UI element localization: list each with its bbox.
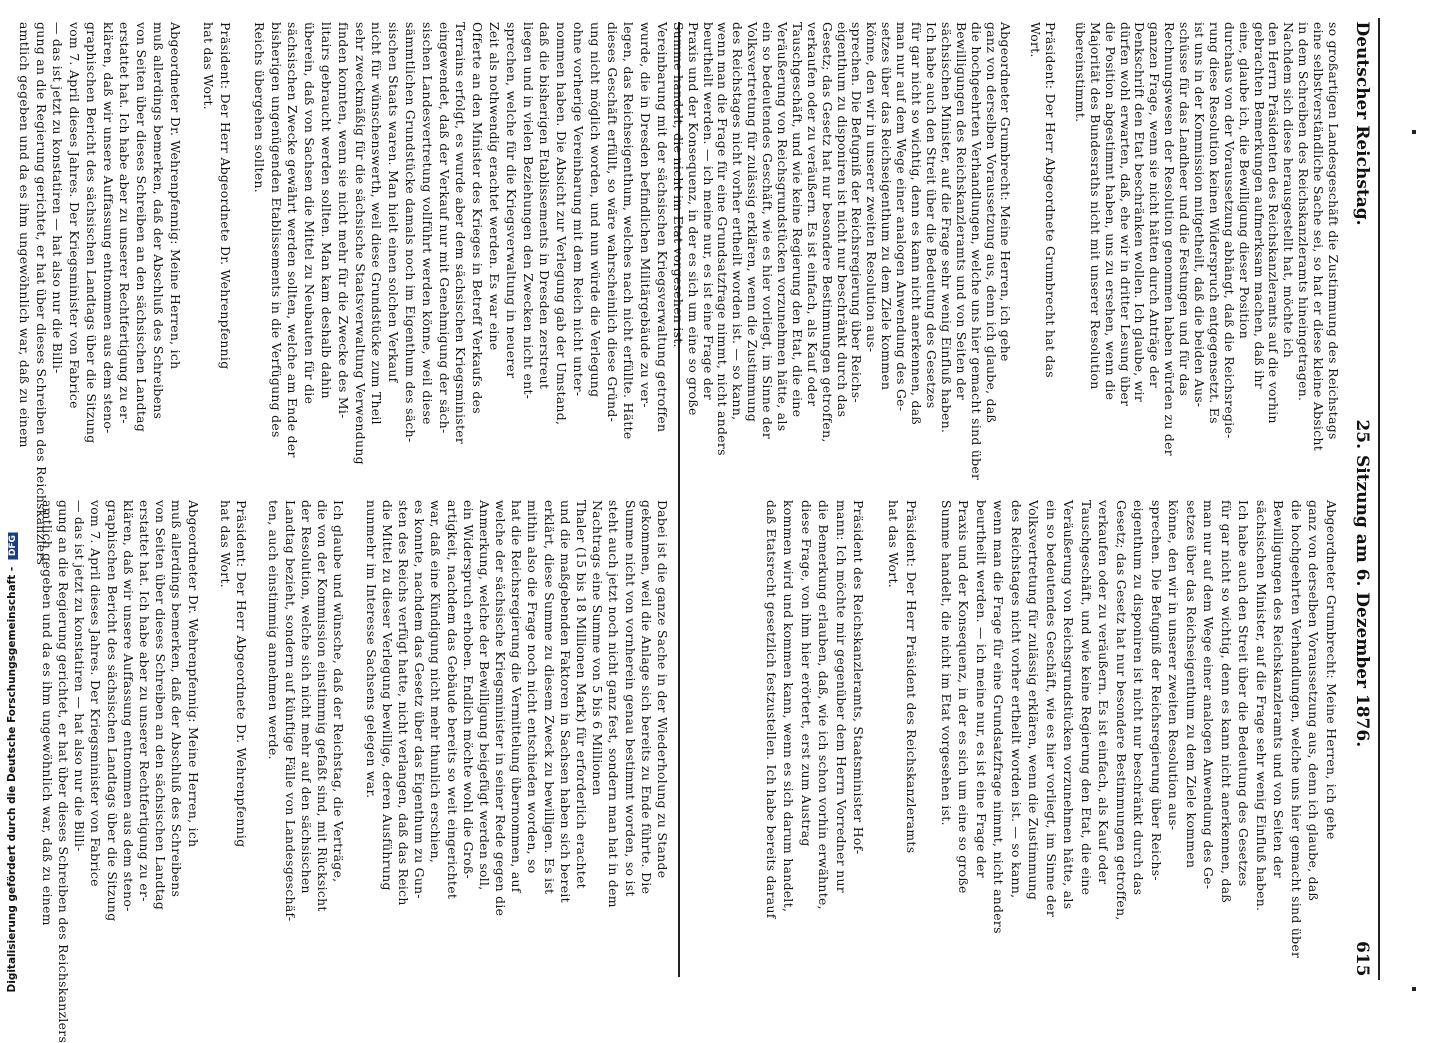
text-line: sämmtlichen Grundstücke damals noch im Eigenthum des säch- — [403, 22, 419, 443]
text-line: gung an die Regierung gerichtet, er hat über dieses Schreiben des Reichskanzlers — [56, 500, 72, 1043]
text-line: Summe handelt, die nicht im Etat vorgesehen ist. — [939, 500, 954, 826]
dfg-logo: DFG — [8, 532, 18, 559]
text-line: verkaufen oder zu veräußern. Es ist einfach, als Kauf oder — [1096, 500, 1112, 885]
text-line: Praxis und der Konsequenz, in der es sich um eine so große — [685, 22, 701, 416]
text-line: graphischen Bericht des sächsischen Landtags über die Sitzung — [83, 22, 99, 444]
text-line: verkaufen oder zu veräußern. Es ist einfach, als Kauf oder — [804, 22, 820, 407]
text-line: setzes über das Reichseigenthum zu dem Ziele kommen — [1184, 500, 1199, 869]
text-line: Nachdem sich diese herausgestellt hat, möchte ich — [1281, 22, 1297, 359]
text-column-left — [16, 22, 670, 1043]
text-line: Präsident: Der Herr Abgeordnete Grumbrecht hat das — [1043, 22, 1059, 378]
text-line: ohne vorherige Vereinbarung mit dem Reich nicht unter- — [571, 22, 587, 397]
text-line: Abgeordneter Grumbrecht: Meine Herren, ich gehe — [1324, 500, 1339, 840]
text-line: die Mittel zu dieser Verlegung bewillige, deren Ausführung — [379, 500, 395, 891]
text-line: eine selbstverständliche Sache sei, so hat er diese kleine Absicht — [1311, 22, 1327, 452]
text-line: hat das Wort. — [201, 22, 217, 110]
text-line: — das ist jetzt zu konstatiren — hat also nur die Billi- — [72, 500, 88, 852]
text-line: mithin also die Frage noch nicht entschieden worden, so — [525, 500, 541, 874]
text-line — [183, 22, 200, 492]
text-line: schüsse für das Landheer und die Festungen und für das — [1177, 22, 1193, 397]
text-line: nicht für wünschenswerth, weil diese Grundstücke zum Theil — [369, 22, 385, 425]
header-title: Deutscher Reichstag. — [1352, 21, 1372, 226]
text-line: den Herrn Präsidenten des Reichskanzleramts auf die vorhin — [1266, 22, 1282, 424]
text-line: überein, daß von Sachsen die Mittel zu Neubauten für die — [302, 22, 318, 405]
text-line: Terrains erfolgt, es wurde aber dem sächsischen Kriegsminister — [453, 22, 469, 445]
text-line: erklärt, diese Summe zu diesem Zweck zu bewilligen. Es ist — [541, 500, 557, 895]
text-line: klären, daß wir unsere Auffassung entnommen aus dem steno- — [100, 22, 116, 434]
text-line: von Seiten über dieses Schreiben an den sächsischen Landtag — [153, 500, 169, 911]
text-line: amtlich gegeben und da es ihm ungewöhnlich war, daß zu einem — [16, 22, 32, 448]
text-line: Gesetz; das Gesetz hat nur besondere Bestimmungen getroffen, — [819, 22, 835, 443]
text-line: beurtheilt werden. — ich meine nur, es ist eine Frage der — [700, 22, 716, 400]
text-line: Abgeordneter Dr. Wehrenpfennig: Meine Herren, ich — [185, 500, 201, 848]
text-line: daß die bisherigen Etablissements in Dresden zerstreut — [537, 22, 553, 390]
text-line: Landtag bezieht, sondern auf künftige Fälle von Landesgeschäf- — [282, 500, 298, 922]
text-line: liegen und in vielen Beziehungen den Zwecken nicht ent- — [520, 22, 536, 400]
text-line: die Position abgestimmt haben, uns zu ersehen, wenn die — [1102, 22, 1118, 401]
text-line: — das ist jetzt zu konstatiren — hat also nur die Billi- — [50, 22, 66, 374]
text-line: mann: Ich möchte mir gegenüber dem Herrn Vorredner nur — [834, 500, 849, 894]
rotated-text-block — [763, 500, 1341, 977]
text-line: ganzen Frage, wenn sie nicht hätten durch Anträge der — [1147, 22, 1163, 389]
text-line: Reichs übergehen sollten. — [251, 22, 267, 193]
text-line: eine, glaube ich, die Bewilligung dieser Position — [1236, 22, 1252, 340]
text-line: bisherigen ungenügenden Etablissements in die Verfügung des — [268, 22, 284, 438]
text-line: Bewilligungen des Reichskanzleramts und von Seiten der — [953, 22, 969, 401]
text-line: Veräußerung von Reichsgrundstücken vorzunehmen hätte, als — [775, 22, 791, 432]
text-line: die Bemerkung erlauben, daß, wie ich schon vorhin erwähnte, — [816, 500, 832, 910]
text-line: vom 7. April dieses Jahres. Der Kriegsminister von Fabrice — [88, 500, 104, 887]
text-line: Praxis und der Konsequenz, in der es sich um eine so große — [956, 500, 972, 894]
text-line: beurtheilt werden. — ich meine nur, es ist eine Frage der — [974, 500, 989, 878]
text-line: steht auch jetzt noch nicht ganz fest, sondern man hat in dem — [606, 500, 622, 908]
text-line: setzes über das Reichseigenthum zu dem Ziele kommen — [879, 22, 895, 391]
text-line: daß Etatsrecht gesetzlich festzustellen. Ich habe bereits darauf — [764, 500, 779, 919]
rotated-text-block — [15, 22, 670, 566]
text-line: sächsischen Zwecke gewährt werden sollten, welche am Ende der — [285, 22, 301, 458]
text-line: des Reichstages nicht vorher ertheilt worden ist. — so kann, — [1009, 500, 1024, 899]
text-line: Präsident: Der Herr Abgeordnete Dr. Wehrenpfennig — [218, 22, 234, 370]
text-line: eingewendet, daß der Verkauf nur mit Genehmigung der säch- — [436, 22, 452, 434]
text-line: wenn man die Frage für eine Grundsatzfrage nimmt, nicht anders — [991, 500, 1007, 934]
text-line: artigkeit, nachdem das Gebäude bereits so weit eingerichtet — [444, 500, 460, 900]
column-block-right-upper — [670, 22, 1341, 492]
scan-edge-mark — [1412, 130, 1416, 134]
text-line — [201, 500, 217, 977]
text-line: von Seiten über dieses Schreiben an den sächsischen Landtag — [134, 22, 150, 433]
text-line: erstattet hat. Ich habe aber zu unserer Rechtfertigung zu er- — [137, 500, 152, 902]
text-line: Thaler (15 bis 18 Millionen Mark) für erforderlich erachtet — [574, 500, 590, 889]
text-line: ung nicht möglich worden, und nun würde die Verlegung — [587, 22, 603, 398]
header-rule — [1378, 18, 1380, 980]
text-line: legen, das Reichseigenthum, welches nach nicht erfüllte. Hätte — [621, 22, 637, 440]
text-line: Vereinbarung mit der sächsischen Kriegsverwaltung getroffen — [655, 22, 670, 433]
text-line: wenn man die Frage für eine Grundsatzfrage nimmt, nicht anders — [715, 22, 731, 456]
text-line: durchaus von der Voraussetzung abhängt, daß die Reichsregie- — [1221, 22, 1237, 439]
text-line: muß allerdings bemerken, daß der Abschluß des Schreibens — [169, 500, 185, 898]
text-line: Ich habe auch den Streit über die Bedeutung des Gesetzes — [923, 22, 939, 409]
text-line: ganz von derselben Voraussetzung aus, denn ich glaube, daß — [1306, 500, 1322, 902]
text-line: Majorität des Bundesraths nicht mit unserer Resolution — [1087, 22, 1103, 390]
text-line: hat das Wort. — [886, 500, 902, 588]
text-line: für gar nicht so wichtig, denn es kann nicht anerkennen, daß — [909, 22, 925, 425]
text-line: die hochgeehrten Verhandlungen, welche uns hier gemacht sind über — [1289, 500, 1304, 959]
text-line: diese Frage, von ihm hier erörtert, erst zum Austrag — [799, 500, 814, 847]
text-line: klären, daß wir unsere Auffassung entnommen aus dem steno- — [120, 500, 136, 912]
text-line: für gar nicht so wichtig, denn es kann nicht anerkennen, daß — [1219, 500, 1234, 903]
text-line: welche der sächsische Kriegsminister in seiner Rede gegen die — [493, 500, 509, 917]
text-line: es konnte, nachdem das Gesetz über das Eigenthum zu Gun- — [412, 500, 428, 899]
text-line: Tauschgeschäft, und wie keine Regierung den Etat, die eine — [1079, 500, 1094, 896]
text-line: muß allerdings bemerken, daß der Abschluß des Schreibens — [151, 22, 167, 420]
text-line: man nur auf dem Wege einer analogen Anwendung des Ge- — [1201, 500, 1217, 890]
text-line: Summe handelt, die nicht im Etat vorgesehen ist. — [670, 22, 686, 348]
text-line: wurde, die in Dresden befindlichen Militärgebäude zu ver- — [638, 22, 654, 408]
text-line: hat die Reichsregierung die Vermittelung übernommen, auf — [509, 500, 525, 893]
text-line: Volksvertretung für zulässig erklären, wenn die Zustimmung — [1026, 500, 1042, 901]
text-line: vom 7. April dieses Jahres. Der Kriegsminister von Fabrice — [67, 22, 83, 409]
text-line: gebrachten Bemerkungen aufmerksam machen, daß ihr — [1251, 22, 1267, 389]
text-line: Nachtrags eine Summe von 5 bis 6 Millionen — [590, 500, 606, 796]
text-line: sprechen, welche für die Kriegsverwaltung in neuerer — [503, 22, 519, 379]
text-line: ein Widerspruch erhoben. Endlich möchte wohl die Groß- — [460, 500, 476, 879]
text-line: in dem Schreiben des Reichskanzleramts hineingetragen. — [1296, 22, 1312, 402]
text-line: sten des Reichs verfügt hatte, nicht verlangen, daß das Reich — [396, 500, 411, 906]
column-block-left-lower — [30, 500, 670, 1043]
text-column-right — [670, 22, 1341, 977]
text-line: Zeit als nothwendig erachtet werden. Es war eine — [487, 22, 503, 351]
text-line: dieses Geschäft erfüllt, so wäre wahrscheinlich diese Gründ- — [604, 22, 620, 423]
text-line: Wort. — [1028, 22, 1044, 58]
text-line: gung an die Regierung gerichtet, er hat über dieses Schreiben des Reichskanzlers — [33, 22, 49, 566]
text-line — [346, 500, 362, 977]
running-header — [1346, 22, 1378, 977]
text-line: litairs gebraucht werden sollten. Man kam deshalb dahin — [319, 22, 335, 399]
text-line: Veräußerung von Reichsgrundstücken vorzunehmen hätte, als — [1061, 500, 1077, 910]
text-line: man nur auf dem Wege einer analogen Anwendung des Ge- — [894, 22, 910, 412]
text-line: graphischen Bericht des sächsischen Landtags über die Sitzung — [104, 500, 120, 922]
digitization-note — [6, 20, 22, 995]
text-line: kommen wird und kommen kann, wenn es sich darum handelt, — [781, 500, 797, 913]
text-line: Gesetz; das Gesetz hat nur besondere Bestimmungen getroffen, — [1114, 500, 1129, 921]
text-line — [1012, 22, 1027, 492]
text-line: nommen haben. Die Absicht zur Verlegung gab der Umstand, — [554, 22, 570, 426]
text-line — [249, 500, 265, 977]
text-line: Anmerkung, welche der Bewilligung beigefügt werden soll, — [476, 500, 492, 891]
text-line: Abgeordneter Dr. Wehrenpfennig: Meine Herren, ich — [167, 22, 183, 370]
text-line: sächsischen Minister, auf die Frage sehr wenig Einfluß haben. — [938, 22, 954, 434]
text-line: rung diese Resolution keinen Widerspruch entgegensetzt. Es — [1206, 22, 1222, 424]
text-line: Bewilligungen des Reichskanzleramts und von Seiten der — [1271, 500, 1287, 879]
text-line: sehr zweckmäßig für die sächsische Staatsverwaltung Verwendung — [352, 22, 368, 465]
text-line: sischen Staats waren. Man hielt einen solchen Verkauf — [386, 22, 402, 383]
text-line: ist uns in der Kommission mitgetheilt, daß die beiden Aus- — [1191, 22, 1207, 408]
text-line: Offerte an den Minister des Krieges in Betreff Verkaufs des — [470, 22, 486, 414]
text-line: dürfen wohl erwarten, daß, ehe wir in dritter Lesung über — [1117, 22, 1133, 407]
text-line: die hochgeehrten Verhandlungen, welche uns hier gemacht sind über — [968, 22, 984, 481]
text-line: Präsident des Reichskanzleramts, Staatsminister Hof- — [851, 500, 867, 855]
text-line: Abgeordneter Grumbrecht: Meine Herren, ich gehe — [998, 22, 1014, 362]
scan-edge-mark — [1412, 987, 1416, 991]
text-line: Präsident: Der Herr Abgeordnete Dr. Wehrenpfennig — [234, 500, 250, 848]
header-session: 25. Sitzung am 6. Dezember 1876. — [1352, 419, 1372, 748]
text-line: Denkschrift den Etat beschränken wollen. Ich glaube, wir — [1132, 22, 1148, 403]
text-line: so großartigen Landesgeschäft die Zustimmung des Reichstags — [1326, 22, 1341, 440]
text-line: war, daß eine Kündigung nicht mehr thunlich erschien, — [428, 500, 444, 864]
text-line: erstattet hat. Ich habe aber zu unserer Rechtfertigung zu er- — [117, 22, 133, 424]
text-line: sprechen. Die Befugniß der Reichsregierung über Reichs- — [849, 22, 865, 403]
text-line: des Reichstages nicht vorher ertheilt worden ist. — so kann, — [730, 22, 746, 421]
text-line: hat das Wort. — [217, 500, 233, 588]
column-block-right-lower — [688, 500, 1340, 977]
text-line: gekommen, weil die Anlage sich bereits zu Ende führte. Die — [638, 500, 654, 895]
text-line: sischen Landesvertretung vollführt werden könne, weil diese — [419, 22, 435, 425]
text-line: könne, den wir in unserer zweiten Resolution aus- — [864, 22, 880, 353]
text-line: Präsident: Der Herr Präsident des Reichskanzleramts — [904, 500, 919, 854]
text-line: Tauschgeschäft, und wie keine Regierung den Etat, die eine — [789, 22, 805, 418]
text-line: eigenthum zu disponiren ist nicht nur beschränkt durch das — [834, 22, 850, 418]
text-line: ein so bedeutendes Geschäft, wie es hier vorliegt, im Sinne der — [760, 22, 776, 440]
text-line: Rechnungswesen der Resolution genommen haben würden zu der — [1162, 22, 1178, 456]
text-line — [920, 500, 938, 977]
text-line: der Resolution, welche sich nicht mehr auf den sächsischen — [298, 500, 314, 894]
text-line: Ich habe auch den Streit über die Bedeutung des Gesetzes — [1236, 500, 1252, 887]
text-line: ein so bedeutendes Geschäft, wie es hier vorliegt, im Sinne der — [1044, 500, 1059, 918]
rotated-text-block — [39, 500, 670, 1043]
text-line: nunmehr im Interesse Sachsens gelegen war. — [363, 500, 379, 799]
text-line: könne, den wir in unserer zweiten Resolution aus- — [1166, 500, 1182, 831]
rotated-text-block — [670, 22, 1340, 492]
text-line — [233, 22, 250, 492]
column-block-left-upper — [16, 22, 670, 566]
text-line — [868, 500, 886, 977]
text-line: und die maßgebenden Faktoren in Sachsen haben sich bereit — [557, 500, 573, 903]
text-line: sächsischen Minister, auf die Frage sehr wenig Einfluß haben. — [1254, 500, 1269, 912]
text-line: ten, auch einstimmig annehmen werde. — [266, 500, 282, 760]
text-line: Ich glaube und wünsche, daß der Reichstag, die Verträge, — [331, 500, 347, 883]
text-line: die von der Kommission einstimmig gefaßt sind, mit Rücksicht — [315, 500, 331, 912]
text-line: Volksvertretung für zulässig erklären, wenn die Zustimmung — [745, 22, 761, 423]
text-line — [1057, 22, 1072, 492]
text-line: übereinstimmt. — [1072, 22, 1088, 123]
text-line: Dabei ist die ganze Sache in der Wiederholung zu Stande — [655, 500, 670, 879]
text-line: Summe nicht von vornherein genau bestimmt worden, so ist — [622, 500, 638, 897]
text-line: amtlich gegeben und da es ihm ungewöhnlich war, daß zu einem — [39, 500, 55, 926]
page-number: 615 — [1352, 940, 1372, 977]
text-line: finden konnten, wenn sie nicht mehr für die Zwecke des Mi- — [335, 22, 351, 419]
text-line: sprechen. Die Befugniß der Reichsregierung über Reichs- — [1149, 500, 1164, 881]
text-line: eigenthum zu disponiren ist nicht nur beschränkt durch das — [1131, 500, 1147, 896]
text-line: ganz von derselben Voraussetzung aus, denn ich glaube, daß — [983, 22, 999, 424]
digitization-text: Digitalisierung gefördert durch die Deutsche Forschungsgemeinschaft - — [6, 566, 18, 993]
